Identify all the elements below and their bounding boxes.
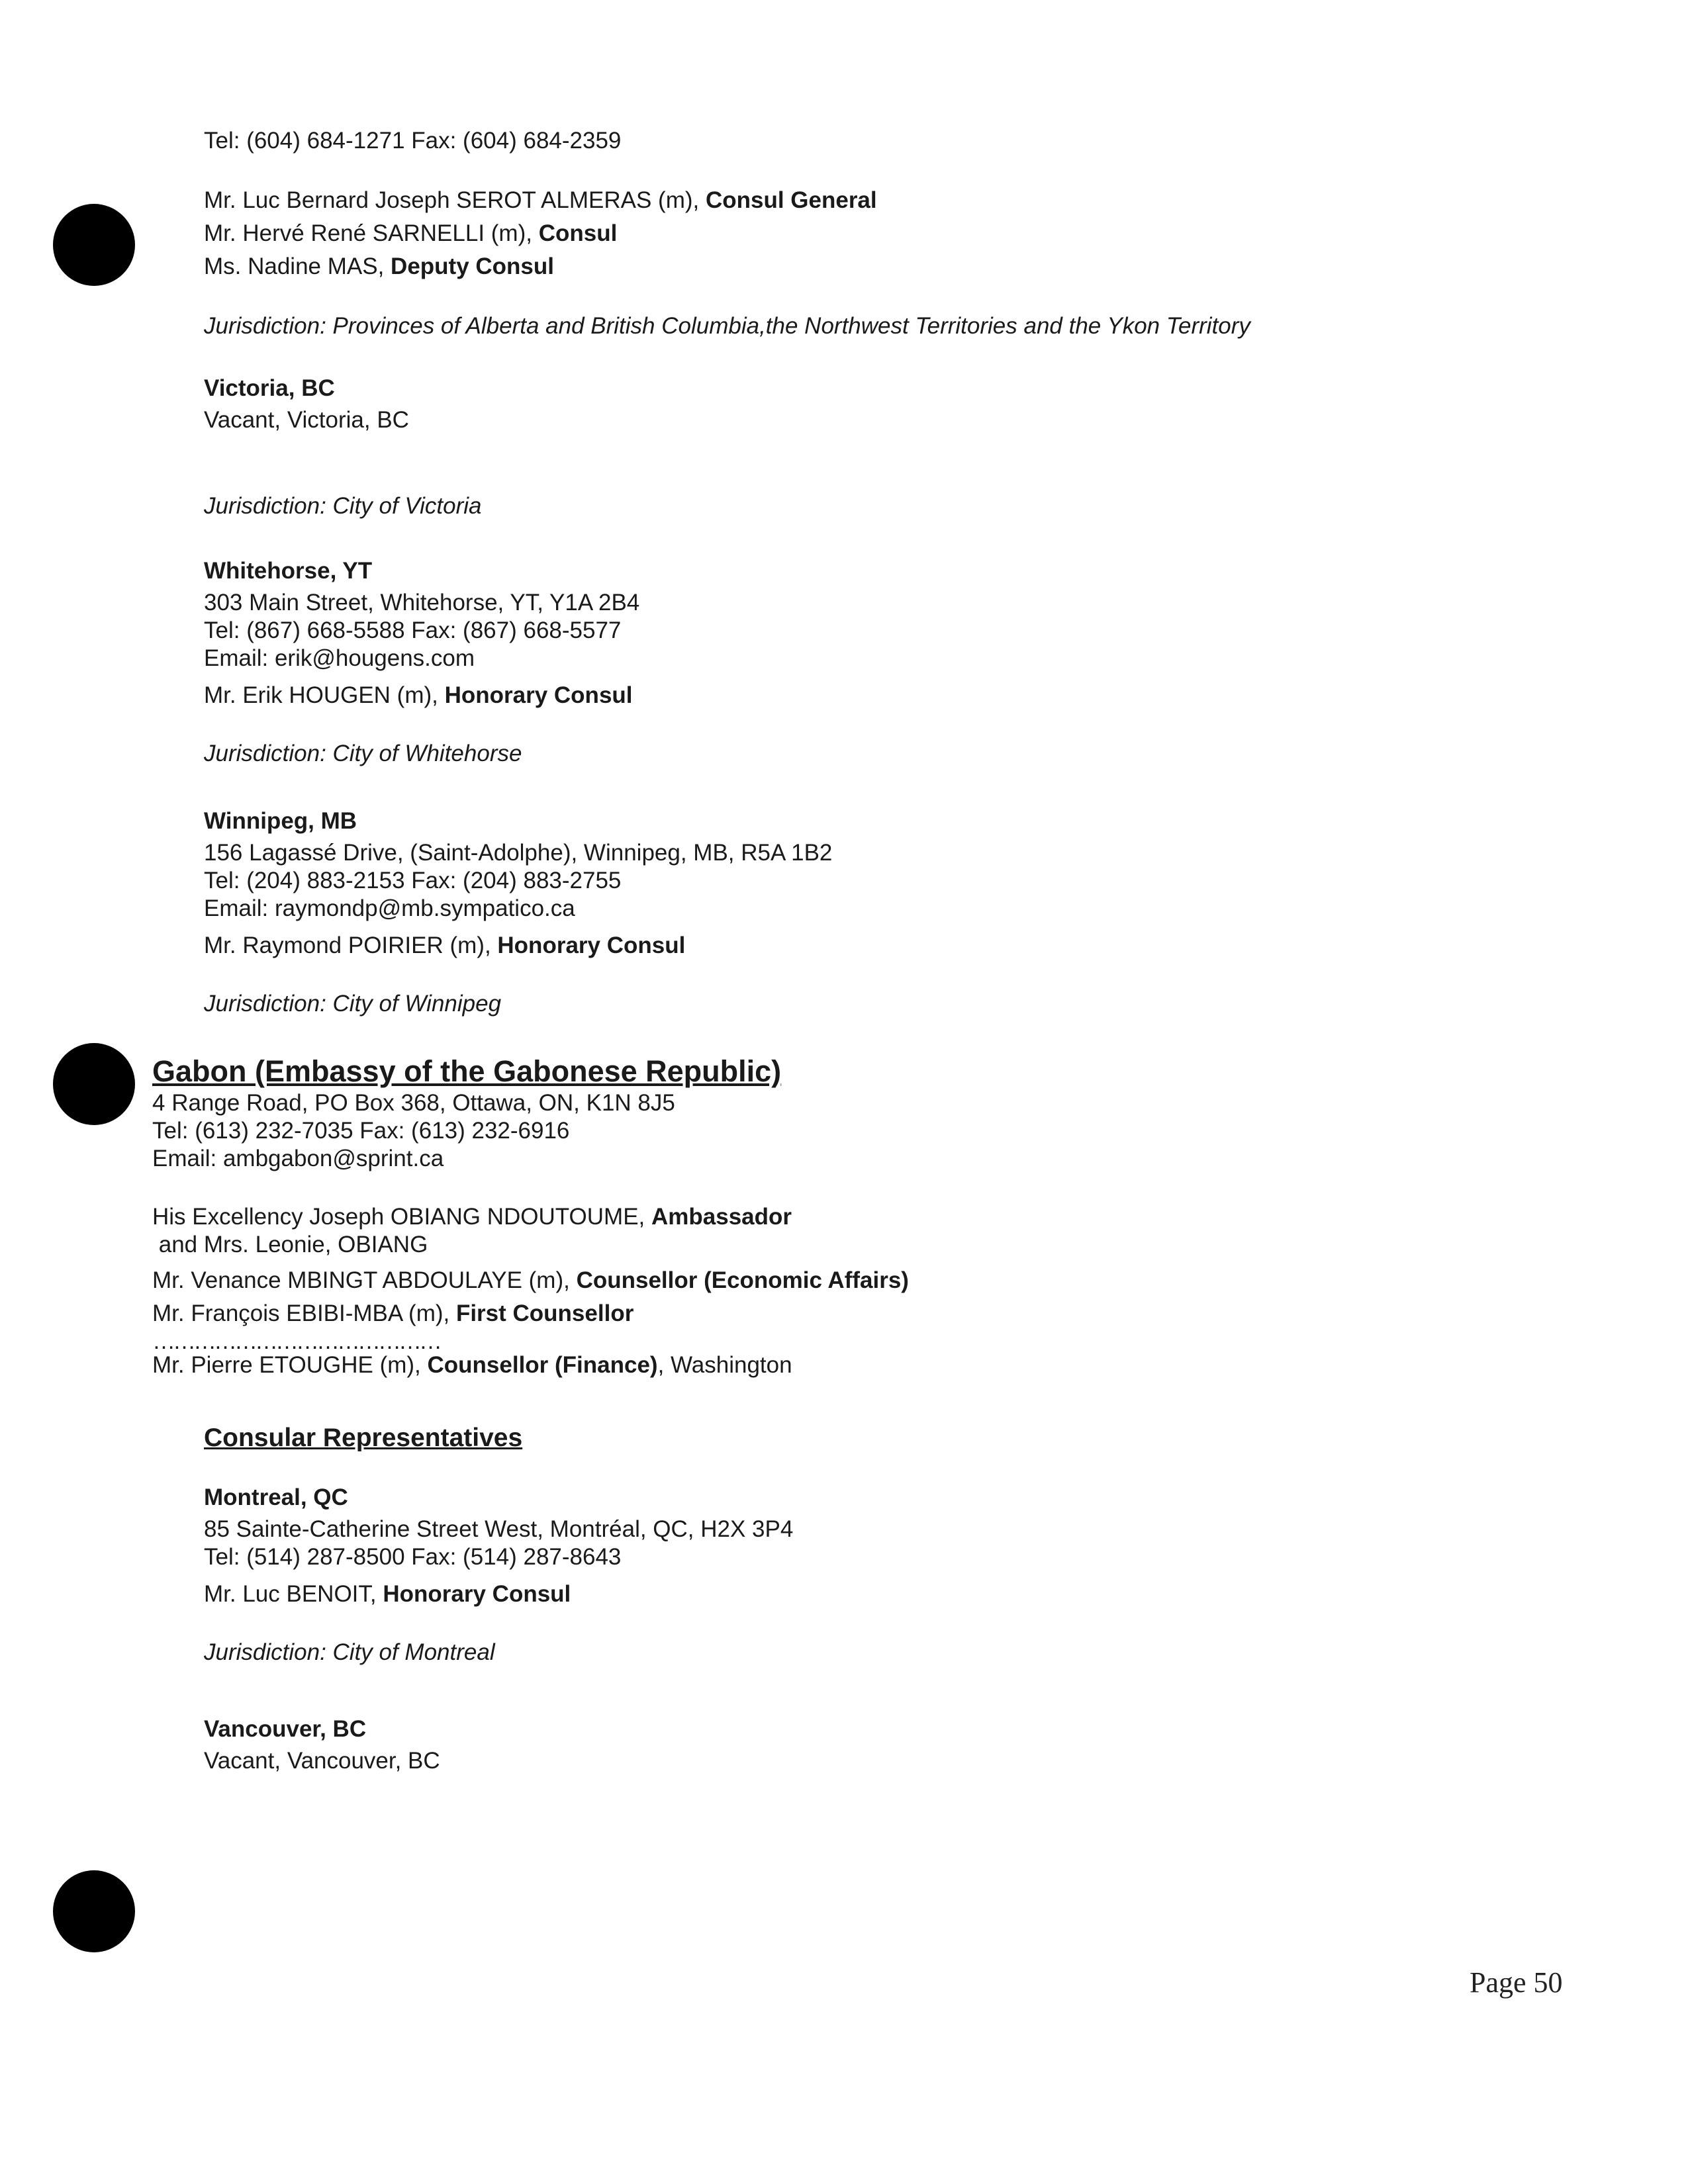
city-heading: Victoria, BC [204,375,335,401]
tel-fax: Tel: (514) 287-8500 Fax: (514) 287-8643 [204,1544,622,1570]
staff-line: Mr. François EBIBI-MBA (m), First Counsellor [152,1300,634,1326]
city-heading: Montreal, QC [204,1484,348,1510]
city-heading: Whitehorse, YT [204,558,373,584]
jurisdiction-line: Jurisdiction: City of Montreal [204,1639,495,1665]
jurisdiction-line: Jurisdiction: City of Whitehorse [204,741,522,766]
tel-fax: Tel: (867) 668-5588 Fax: (867) 668-5577 [204,617,622,643]
page-number: Page 50 [1470,1966,1563,1999]
winnipeg-entry [204,807,1528,1018]
consular-representatives-section [204,1424,1528,1452]
address-line: 85 Sainte-Catherine Street West, Montréal, QC, H2X 3P4 [204,1516,794,1542]
email-line: Email: erik@hougens.com [204,645,475,671]
tel-fax: Tel: (604) 684-1271 Fax: (604) 684-2359 [204,128,622,154]
tel-fax: Tel: (613) 232-7035 Fax: (613) 232-6916 [152,1118,570,1144]
spouse-line: and Mrs. Leonie, OBIANG [152,1232,428,1257]
email-line: Email: raymondp@mb.sympatico.ca [204,895,575,921]
city-heading: Winnipeg, MB [204,808,357,834]
person-line: Mr. Erik HOUGEN (m), Honorary Consul [204,682,633,708]
staff-line: Ms. Nadine MAS, Deputy Consul [204,253,554,279]
status-line: Vacant, Vancouver, BC [204,1748,440,1774]
jurisdiction-line: Jurisdiction: Provinces of Alberta and British Columbia,the Northwest Territories and the Ykon Territory [204,313,1250,339]
washington-staff-line: Mr. Pierre ETOUGHE (m), Counsellor (Finance), Washington [152,1352,792,1378]
punch-hole-top [53,204,135,286]
staff-line: Mr. Hervé René SARNELLI (m), Consul [204,220,618,246]
victoria-entry [204,375,1528,520]
gabon-embassy-entry [152,1054,1476,1379]
address-line: 4 Range Road, PO Box 368, Ottawa, ON, K1N 8J5 [152,1090,675,1116]
section-heading: Consular Representatives [204,1424,523,1452]
montreal-entry [204,1484,1528,1666]
jurisdiction-line: Jurisdiction: City of Winnipeg [204,991,502,1017]
ambassador-line: His Excellency Joseph OBIANG NDOUTOUME, Ambassador [152,1204,792,1230]
address-line: 303 Main Street, Whitehorse, YT, Y1A 2B4 [204,590,640,615]
city-heading: Vancouver, BC [204,1716,367,1742]
person-line: Mr. Raymond POIRIER (m), Honorary Consul [204,933,686,958]
consulate-continued-block [204,127,1528,340]
punch-hole-bottom [53,1870,135,1952]
country-heading: Gabon (Embassy of the Gabonese Republic) [152,1054,782,1088]
jurisdiction-line: Jurisdiction: City of Victoria [204,493,482,519]
staff-line: Mr. Luc Bernard Joseph SEROT ALMERAS (m), Consul General [204,187,877,213]
address-line: 156 Lagassé Drive, (Saint-Adolphe), Winnipeg, MB, R5A 1B2 [204,840,833,866]
whitehorse-entry [204,557,1528,768]
dotted-separator: …………………………………… [152,1328,440,1354]
status-line: Vacant, Victoria, BC [204,407,409,433]
punch-hole-middle [53,1043,135,1125]
email-line: Email: ambgabon@sprint.ca [152,1146,444,1171]
staff-line: Mr. Venance MBINGT ABDOULAYE (m), Counsellor (Economic Affairs) [152,1267,909,1293]
vancouver-entry [204,1715,1528,1775]
person-line: Mr. Luc BENOIT, Honorary Consul [204,1581,571,1607]
tel-fax: Tel: (204) 883-2153 Fax: (204) 883-2755 [204,868,622,893]
